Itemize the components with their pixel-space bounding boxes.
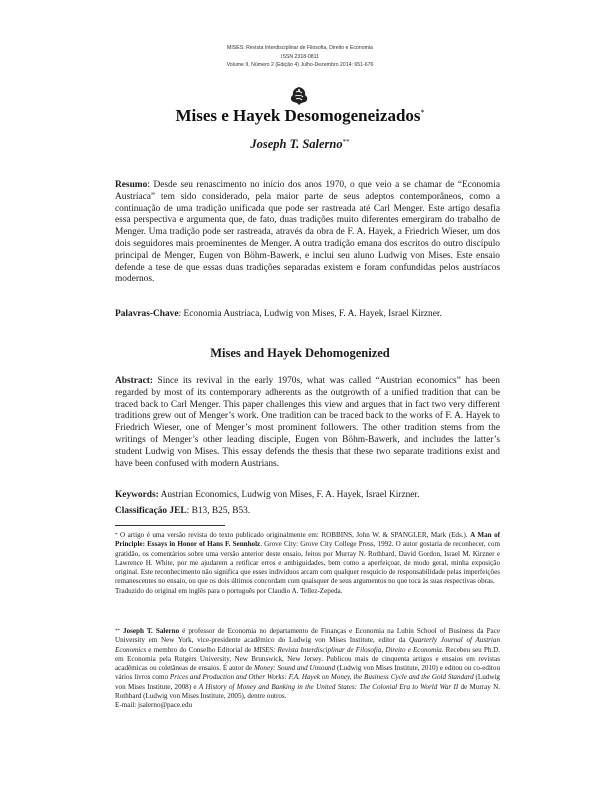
footnote-2-part6: de Murray N. Rothbard (Ludwig von Mises Institute, 2005), dentre outros. <box>115 682 500 701</box>
footnote-1-part1: O artigo é uma versão revista do texto publicado originalmente em: ROBBINS, John W. & SPANGLER, Mark (Eds.). <box>117 531 471 539</box>
footnote-2-part4: (Ludwig von Mises Institute, 2010) e editou ou co-editou vários livros como <box>115 664 500 682</box>
footnote-2-journal: Quarterly Journal of Austrian Economics <box>115 636 500 654</box>
journal-name: MISES: Revista Interdisciplinar de Filosofia, Direito e Economia <box>227 45 373 51</box>
journal-volume: Volume II, Número 2 (Edição 4) Julho-Dezembro 2014: 651-676 <box>226 62 374 68</box>
title-text: Mises e Hayek Desomogeneizados <box>175 106 421 125</box>
footnote-2-part5: (Ludwig von Mises Institute, 2008) e <box>115 673 500 691</box>
paper-title <box>0 106 600 126</box>
footnote-1-translation: Traduzido do original em inglês para o português por Claudio A. Tellez-Zepeda. <box>115 586 343 595</box>
resumo-label: Resumo <box>115 180 148 190</box>
jel-label: Classificação JEL <box>115 506 187 516</box>
journal-header <box>0 44 600 70</box>
author-name <box>0 137 600 152</box>
footnote-2-book-2: Prices and Production and Other Works: F.A. Hayek on Money, the Business Cycle and the Gold Standard <box>169 673 474 682</box>
abstract-paragraph <box>115 376 500 470</box>
footnote-1-part2: . Grove City: Grove City College Press, 1992. O autor gostaria de reconhecer, com gratidão, os comentários sobre uma versão anterior deste ensaio, feitos por Murray N. Rothbard, David Gordon, Israel M. Kirzner e Lawrence H. White, por me ajudarem a retificar erros e ambiguidades, bem como a aperfeiçoar, de modo geral, minha exposição original. Este reconhecimento não significa que esses indivíduos arcam com qualquer resquício de responsabilidade pelas imperfeições remanescentes no ensaio, ou que os dois últimos concordam com quaisquer de seus argumentos no que toca às suas respectivas obras. <box>115 540 500 586</box>
footnote-2-email: E-mail: jsalerno@pace.edu <box>115 701 193 710</box>
footnote-2-marker: ** <box>115 629 120 634</box>
footnote-2-revista: MISES: Revista Interdisciplinar de Filosofia, Direito e Economia <box>253 645 442 654</box>
resumo-text: : Desde seu renascimento no início dos anos 1970, o que veio a se chamar de “Economia Austríaca” tem sido considerado, pela maior parte de seus adeptos contemporâneos, como a continuação de uma tradição unificada que pode ser rastreada até Carl Menger. Este artigo desafia essa perspectiva e argumenta que, de fato, duas tradições muito diferentes emergiram do trabalho de Menger. Uma tradição pode ser rastreada, através da obra de F. A. Hayek, a Friedrich Wieser, um dos dois seguidores mais proeminentes de Menger. A outra tradição emana dos escritos do outro discípulo principal de Menger, Eugen von Böhm-Bawerk, e inclui seu aluno Ludwig von Mises. Este ensaio defende a tese de que essas duas tradições separadas existem e foram confundidas pelos austríacos modernos. <box>115 180 500 285</box>
abstract-label: Abstract: <box>115 376 154 386</box>
palavras-chave-paragraph <box>115 309 500 321</box>
footnote-divider <box>115 525 225 526</box>
author-footnote-marker: ** <box>342 138 350 146</box>
palavras-chave-text: : Economia Austríaca, Ludwig von Mises, F. A. Hayek, Israel Kirzner. <box>178 309 442 319</box>
palavras-chave-label: Palavras-Chave <box>115 309 179 319</box>
footnote-2-author: Joseph T. Salerno <box>120 627 180 635</box>
footnote-2-part3: . Recebeu seu Ph.D. em Economia pela Rutgers University, New Brunswick, New Jersey. Publicou mais de cinquenta artigos e ensaios em revistas acadêmicas ou coletâneas de ensaios. É autor de <box>115 645 500 673</box>
footnote-1-book-title: A Man of Principle: Essays in Honor of Hans F. Sennholz <box>115 531 501 549</box>
title-footnote-marker: * <box>420 108 425 117</box>
footnote-2-book-1: Money: Sound and Unsound <box>253 664 336 673</box>
english-title: Mises and Hayek Dehomogenized <box>210 346 390 360</box>
footnote-2-part2: e membro do Conselho Editorial de <box>146 645 254 654</box>
resumo-paragraph <box>115 180 500 286</box>
keywords-text: Austrian Economics, Ludwig von Mises, F. A. Hayek, Israel Kirzner. <box>158 490 420 500</box>
jel-text: : B13, B25, B53. <box>186 506 251 516</box>
abstract-text: Since its revival in the early 1970s, what was called “Austrian economics” has been regarded by most of its contemporary adherents as the outgrowth of a unified tradition that can be traced back to Carl Menger. This paper challenges this view and argues that in fact two very different traditions grew out of Menger’s work. One tradition can be traced back to the works of F. A. Hayek to Friedrich Wieser, one of Menger’s most prominent followers. The other tradition stems from the writings of Menger’s other leading disciple, Eugen von Böhm-Bawerk, and includes the latter’s student Ludwig von Mises. This essay defends the thesis that these two separate traditions exist and have been confused with modern Austrians. <box>115 376 500 469</box>
jel-paragraph <box>115 506 500 518</box>
keywords-label: Keywords: <box>115 490 159 500</box>
footnote-1-marker: * <box>115 533 118 538</box>
footnote-2-book-3: A History of Money and Banking in the United States: The Colonial Era to World War II <box>198 682 459 691</box>
footnote-1 <box>115 531 500 596</box>
author-text: Joseph T. Salerno <box>250 137 343 151</box>
footnote-2-part1: é professor de Economia no departamento de Finanças e Economia na Lubin School of Business da Pace University em New York, vice-presidente acadêmico do Ludwig von Mises Institute, editor da <box>115 627 500 645</box>
journal-issn: ISSN 2318-0811 <box>281 53 319 60</box>
mises-institute-ornament-icon <box>287 86 311 106</box>
keywords-paragraph <box>115 490 500 502</box>
footnote-2 <box>115 627 500 711</box>
